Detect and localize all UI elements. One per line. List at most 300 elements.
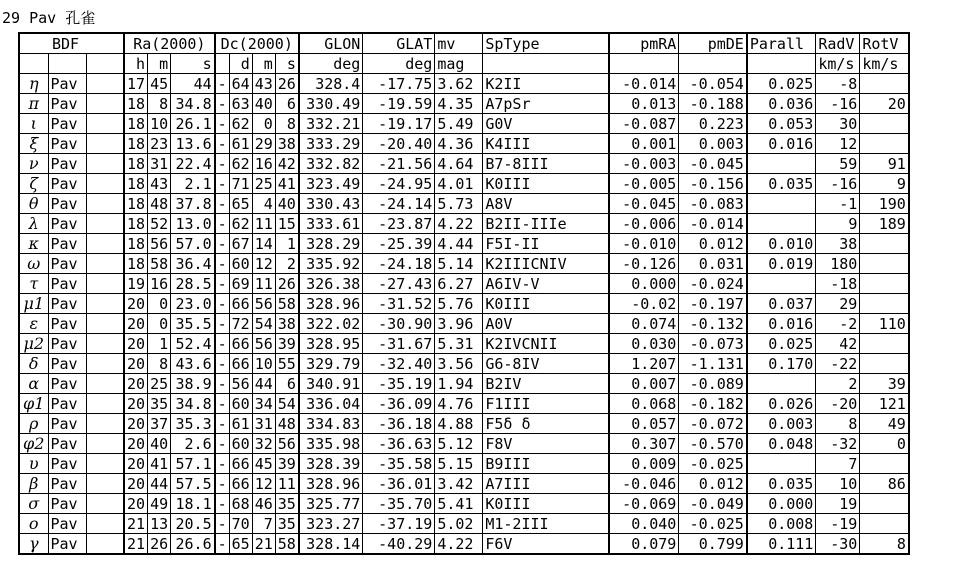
sptype-cell: K4III [483, 134, 609, 154]
pmde-cell: 0.223 [679, 114, 747, 134]
ra-hours-cell: 20 [124, 334, 148, 354]
pmde-cell: -0.049 [679, 494, 747, 514]
mv-cell: 5.41 [435, 494, 483, 514]
ra-minutes-cell: 31 [148, 154, 171, 174]
dec-seconds-cell: 15 [275, 214, 299, 234]
dec-minutes-cell: 54 [252, 314, 275, 334]
dec-seconds-cell: 54 [275, 394, 299, 414]
ra-seconds-cell: 20.5 [171, 514, 215, 534]
table-row [19, 514, 909, 534]
table-row [19, 374, 909, 394]
ra-hours-cell: 20 [124, 454, 148, 474]
sptype-cell: F1III [483, 394, 609, 414]
unit-dec-m: m [252, 54, 275, 74]
glat-cell: -30.90 [363, 314, 435, 334]
glon-cell: 328.95 [299, 334, 363, 354]
mv-cell: 4.01 [435, 174, 483, 194]
rotv-cell [860, 514, 909, 534]
pmra-cell: 0.068 [609, 394, 679, 414]
ra-hours-cell: 19 [124, 274, 148, 294]
constellation-cell: Pav [48, 174, 86, 194]
ra-minutes-cell: 41 [148, 454, 171, 474]
mv-cell: 3.96 [435, 314, 483, 334]
dec-minutes-cell: 11 [252, 214, 275, 234]
empty-cell [86, 514, 124, 534]
pmde-cell: -0.024 [679, 274, 747, 294]
mv-cell: 3.62 [435, 74, 483, 94]
rotv-cell: 9 [860, 174, 909, 194]
pmra-cell: -0.069 [609, 494, 679, 514]
rotv-cell: 8 [860, 534, 909, 555]
glon-cell: 328.39 [299, 454, 363, 474]
ra-seconds-cell: 36.4 [171, 254, 215, 274]
mv-header: mv [435, 33, 483, 54]
ra-minutes-cell: 8 [148, 354, 171, 374]
parallax-cell [747, 154, 816, 174]
parallax-cell: 0.016 [747, 314, 816, 334]
rotv-cell: 190 [860, 194, 909, 214]
rotv-cell [860, 134, 909, 154]
parallax-cell: 0.016 [747, 134, 816, 154]
ra-minutes-cell: 10 [148, 114, 171, 134]
constellation-cell: Pav [48, 434, 86, 454]
sptype-cell: K2IVCNII [483, 334, 609, 354]
glon-cell: 322.02 [299, 314, 363, 334]
constellation-cell: Pav [48, 494, 86, 514]
dec-sign-cell: - [215, 314, 230, 334]
radv-cell: -18 [816, 274, 860, 294]
radv-cell: -30 [816, 534, 860, 555]
pmra-cell: -0.087 [609, 114, 679, 134]
constellation-cell: Pav [48, 394, 86, 414]
table-row [19, 74, 909, 94]
dec-seconds-cell: 56 [275, 434, 299, 454]
bdf-header: BDF [19, 33, 124, 54]
radv-cell: -8 [816, 74, 860, 94]
pmra-cell: 0.009 [609, 454, 679, 474]
pmde-cell: 0.031 [679, 254, 747, 274]
dec-minutes-cell: 0 [252, 114, 275, 134]
dec-sign-cell: - [215, 394, 230, 414]
mv-cell: 4.36 [435, 134, 483, 154]
constellation-cell: Pav [48, 454, 86, 474]
dec-degrees-cell: 71 [229, 174, 252, 194]
constellation-cell: Pav [48, 274, 86, 294]
dec-sign-cell: - [215, 294, 230, 314]
radv-cell: -22 [816, 354, 860, 374]
ra-hours-cell: 20 [124, 474, 148, 494]
pmra-cell: 0.074 [609, 314, 679, 334]
dec-sign-cell: - [215, 454, 230, 474]
radv-cell: 12 [816, 134, 860, 154]
pmra-cell: -0.003 [609, 154, 679, 174]
pmde-cell: -0.570 [679, 434, 747, 454]
dec-degrees-cell: 56 [229, 374, 252, 394]
sptype-cell: G0V [483, 114, 609, 134]
ra-seconds-cell: 23.0 [171, 294, 215, 314]
dec-minutes-cell: 14 [252, 234, 275, 254]
ra-seconds-cell: 34.8 [171, 94, 215, 114]
mv-cell: 4.88 [435, 414, 483, 434]
constellation-cell: Pav [48, 534, 86, 555]
pmra-cell: -0.014 [609, 74, 679, 94]
unit-cell-empty [86, 54, 124, 74]
mv-cell: 1.94 [435, 374, 483, 394]
rotv-cell [860, 454, 909, 474]
empty-cell [86, 474, 124, 494]
mv-cell: 5.49 [435, 114, 483, 134]
pmde-header: pmDE [679, 33, 747, 54]
ra-minutes-cell: 43 [148, 174, 171, 194]
dec-degrees-cell: 66 [229, 334, 252, 354]
glat-cell: -37.19 [363, 514, 435, 534]
sptype-cell: A7pSr [483, 94, 609, 114]
constellation-cell: Pav [48, 474, 86, 494]
radv-cell: 9 [816, 214, 860, 234]
empty-cell [86, 454, 124, 474]
rotv-cell [860, 354, 909, 374]
unit-radv: km/s [816, 54, 860, 74]
ra-seconds-cell: 57.0 [171, 234, 215, 254]
unit-cell-empty [483, 54, 609, 74]
glat-cell: -25.39 [363, 234, 435, 254]
ra-seconds-cell: 34.8 [171, 394, 215, 414]
dec-seconds-cell: 35 [275, 514, 299, 534]
ra-hours-cell: 20 [124, 354, 148, 374]
dec-seconds-cell: 39 [275, 454, 299, 474]
mv-cell: 5.12 [435, 434, 483, 454]
pmra-cell: 0.057 [609, 414, 679, 434]
pmra-cell: 0.001 [609, 134, 679, 154]
dec-header: Dc(2000) [215, 33, 299, 54]
mv-cell: 3.56 [435, 354, 483, 374]
ra-hours-cell: 18 [124, 114, 148, 134]
ra-seconds-cell: 35.5 [171, 314, 215, 334]
sptype-cell: F5I-II [483, 234, 609, 254]
rotv-cell [860, 274, 909, 294]
dec-degrees-cell: 69 [229, 274, 252, 294]
radv-cell: 30 [816, 114, 860, 134]
empty-cell [86, 274, 124, 294]
glon-cell: 330.43 [299, 194, 363, 214]
ra-hours-cell: 18 [124, 254, 148, 274]
dec-seconds-cell: 1 [275, 234, 299, 254]
constellation-cell: Pav [48, 514, 86, 534]
glon-cell: 328.96 [299, 474, 363, 494]
mv-cell: 4.64 [435, 154, 483, 174]
empty-cell [86, 434, 124, 454]
unit-cell-empty [679, 54, 747, 74]
glon-cell: 328.96 [299, 294, 363, 314]
constellation-cell: Pav [48, 214, 86, 234]
empty-cell [86, 394, 124, 414]
ra-seconds-cell: 13.0 [171, 214, 215, 234]
table-row [19, 154, 909, 174]
glat-cell: -24.95 [363, 174, 435, 194]
unit-ra-h: h [124, 54, 148, 74]
pmde-cell: -0.132 [679, 314, 747, 334]
sptype-cell: A8V [483, 194, 609, 214]
ra-hours-cell: 20 [124, 314, 148, 334]
rotv-cell [860, 294, 909, 314]
dec-sign-cell: - [215, 474, 230, 494]
parallax-cell: 0.019 [747, 254, 816, 274]
dec-degrees-cell: 62 [229, 154, 252, 174]
glon-cell: 325.77 [299, 494, 363, 514]
glat-cell: -27.43 [363, 274, 435, 294]
dec-seconds-cell: 6 [275, 374, 299, 394]
mv-cell: 4.76 [435, 394, 483, 414]
greek-letter-cell: α [19, 374, 48, 394]
pmde-cell: -0.025 [679, 514, 747, 534]
unit-cell-empty [215, 54, 230, 74]
greek-letter-cell: σ [19, 494, 48, 514]
ra-minutes-cell: 0 [148, 294, 171, 314]
ra-seconds-cell: 52.4 [171, 334, 215, 354]
pmra-cell: 0.040 [609, 514, 679, 534]
constellation-cell: Pav [48, 294, 86, 314]
dec-degrees-cell: 66 [229, 454, 252, 474]
ra-hours-cell: 20 [124, 414, 148, 434]
greek-letter-cell: μ1 [19, 294, 48, 314]
sptype-cell: F5δ δ [483, 414, 609, 434]
ra-minutes-cell: 16 [148, 274, 171, 294]
dec-seconds-cell: 8 [275, 114, 299, 134]
glat-cell: -24.18 [363, 254, 435, 274]
radv-cell: 10 [816, 474, 860, 494]
constellation-cell: Pav [48, 354, 86, 374]
glat-cell: -32.40 [363, 354, 435, 374]
ra-minutes-cell: 35 [148, 394, 171, 414]
glon-cell: 326.38 [299, 274, 363, 294]
unit-dec-s: s [275, 54, 299, 74]
pmra-cell: 0.307 [609, 434, 679, 454]
pmde-cell: -0.025 [679, 454, 747, 474]
ra-hours-cell: 18 [124, 214, 148, 234]
dec-sign-cell: - [215, 194, 230, 214]
pmde-cell: 0.003 [679, 134, 747, 154]
ra-seconds-cell: 43.6 [171, 354, 215, 374]
dec-degrees-cell: 61 [229, 134, 252, 154]
sptype-cell: B2IV [483, 374, 609, 394]
glat-cell: -19.59 [363, 94, 435, 114]
table-row [19, 314, 909, 334]
parallax-cell [747, 374, 816, 394]
ra-minutes-cell: 58 [148, 254, 171, 274]
pmra-cell: -0.010 [609, 234, 679, 254]
rotv-cell: 39 [860, 374, 909, 394]
mv-cell: 5.76 [435, 294, 483, 314]
pmde-cell: -0.188 [679, 94, 747, 114]
empty-cell [86, 294, 124, 314]
ra-minutes-cell: 49 [148, 494, 171, 514]
glat-cell: -35.19 [363, 374, 435, 394]
dec-minutes-cell: 12 [252, 474, 275, 494]
constellation-cell: Pav [48, 374, 86, 394]
pmde-cell: -0.083 [679, 194, 747, 214]
dec-sign-cell: - [215, 514, 230, 534]
unit-rotv: km/s [860, 54, 909, 74]
pmde-cell: 0.012 [679, 474, 747, 494]
glat-cell: -35.70 [363, 494, 435, 514]
sptype-cell: K0III [483, 174, 609, 194]
ra-minutes-cell: 48 [148, 194, 171, 214]
dec-minutes-cell: 25 [252, 174, 275, 194]
page-title: 29 Pav 孔雀 [2, 9, 96, 27]
dec-degrees-cell: 68 [229, 494, 252, 514]
empty-cell [86, 74, 124, 94]
glon-cell: 329.79 [299, 354, 363, 374]
ra-minutes-cell: 52 [148, 214, 171, 234]
sptype-cell: A7III [483, 474, 609, 494]
dec-minutes-cell: 44 [252, 374, 275, 394]
ra-minutes-cell: 44 [148, 474, 171, 494]
ra-hours-cell: 18 [124, 174, 148, 194]
pmra-cell: 1.207 [609, 354, 679, 374]
unit-glon: deg [299, 54, 363, 74]
parallax-cell: 0.036 [747, 94, 816, 114]
rotv-cell: 0 [860, 434, 909, 454]
greek-letter-cell: λ [19, 214, 48, 234]
ra-minutes-cell: 1 [148, 334, 171, 354]
ra-hours-cell: 21 [124, 534, 148, 555]
ra-hours-cell: 17 [124, 74, 148, 94]
dec-seconds-cell: 6 [275, 94, 299, 114]
glat-cell: -19.17 [363, 114, 435, 134]
greek-letter-cell: γ [19, 534, 48, 555]
ra-seconds-cell: 26.1 [171, 114, 215, 134]
constellation-cell: Pav [48, 314, 86, 334]
radv-cell: 38 [816, 234, 860, 254]
constellation-cell: Pav [48, 94, 86, 114]
ra-minutes-cell: 37 [148, 414, 171, 434]
dec-seconds-cell: 39 [275, 334, 299, 354]
dec-degrees-cell: 60 [229, 434, 252, 454]
ra-seconds-cell: 2.1 [171, 174, 215, 194]
rotv-cell [860, 74, 909, 94]
dec-seconds-cell: 42 [275, 154, 299, 174]
glon-cell: 333.61 [299, 214, 363, 234]
dec-sign-cell: - [215, 434, 230, 454]
table-row [19, 474, 909, 494]
dec-seconds-cell: 58 [275, 534, 299, 555]
ra-minutes-cell: 23 [148, 134, 171, 154]
parallax-cell: 0.026 [747, 394, 816, 414]
sptype-cell: K2IIICNIV [483, 254, 609, 274]
dec-seconds-cell: 26 [275, 274, 299, 294]
ra-hours-cell: 18 [124, 134, 148, 154]
ra-hours-cell: 20 [124, 434, 148, 454]
ra-header: Ra(2000) [124, 33, 215, 54]
dec-sign-cell: - [215, 214, 230, 234]
dec-degrees-cell: 72 [229, 314, 252, 334]
ra-hours-cell: 20 [124, 494, 148, 514]
glon-cell: 328.4 [299, 74, 363, 94]
pmra-cell: -0.02 [609, 294, 679, 314]
glon-cell: 340.91 [299, 374, 363, 394]
radv-cell: 19 [816, 494, 860, 514]
sptype-cell: K0III [483, 494, 609, 514]
unit-cell-empty [48, 54, 86, 74]
mv-cell: 5.31 [435, 334, 483, 354]
unit-mv: mag [435, 54, 483, 74]
glat-cell: -24.14 [363, 194, 435, 214]
empty-cell [86, 194, 124, 214]
dec-minutes-cell: 12 [252, 254, 275, 274]
glat-cell: -36.09 [363, 394, 435, 414]
parallax-cell [747, 214, 816, 234]
radv-cell: -2 [816, 314, 860, 334]
greek-letter-cell: ν [19, 154, 48, 174]
ra-minutes-cell: 0 [148, 314, 171, 334]
table-row [19, 454, 909, 474]
rotv-cell [860, 254, 909, 274]
empty-cell [86, 534, 124, 555]
dec-minutes-cell: 45 [252, 454, 275, 474]
empty-cell [86, 254, 124, 274]
dec-sign-cell: - [215, 114, 230, 134]
unit-glat: deg [363, 54, 435, 74]
sptype-cell: K0III [483, 294, 609, 314]
pmde-cell: -0.089 [679, 374, 747, 394]
empty-cell [86, 414, 124, 434]
rotv-cell: 121 [860, 394, 909, 414]
mv-cell: 3.42 [435, 474, 483, 494]
constellation-cell: Pav [48, 234, 86, 254]
dec-minutes-cell: 56 [252, 334, 275, 354]
ra-seconds-cell: 2.6 [171, 434, 215, 454]
dec-minutes-cell: 32 [252, 434, 275, 454]
ra-seconds-cell: 13.6 [171, 134, 215, 154]
glon-cell: 332.21 [299, 114, 363, 134]
pmra-cell: -0.046 [609, 474, 679, 494]
pmde-cell: -0.182 [679, 394, 747, 414]
constellation-cell: Pav [48, 114, 86, 134]
dec-sign-cell: - [215, 374, 230, 394]
ra-minutes-cell: 26 [148, 534, 171, 555]
glat-header: GLAT [363, 33, 435, 54]
pmde-cell: -0.197 [679, 294, 747, 314]
dec-degrees-cell: 67 [229, 234, 252, 254]
dec-sign-cell: - [215, 274, 230, 294]
dec-minutes-cell: 46 [252, 494, 275, 514]
pmde-cell: -0.156 [679, 174, 747, 194]
parallax-cell: 0.170 [747, 354, 816, 374]
glat-cell: -31.52 [363, 294, 435, 314]
radv-cell: -16 [816, 174, 860, 194]
ra-minutes-cell: 45 [148, 74, 171, 94]
radv-cell: 29 [816, 294, 860, 314]
ra-minutes-cell: 25 [148, 374, 171, 394]
parallax-cell: 0.048 [747, 434, 816, 454]
table-row [19, 114, 909, 134]
glon-cell: 334.83 [299, 414, 363, 434]
dec-sign-cell: - [215, 134, 230, 154]
table-row [19, 394, 909, 414]
sptype-cell: K2II [483, 74, 609, 94]
ra-seconds-cell: 28.5 [171, 274, 215, 294]
mv-cell: 4.44 [435, 234, 483, 254]
rotv-cell [860, 114, 909, 134]
empty-cell [86, 374, 124, 394]
greek-letter-cell: μ2 [19, 334, 48, 354]
ra-minutes-cell: 13 [148, 514, 171, 534]
table-row [19, 494, 909, 514]
dec-minutes-cell: 29 [252, 134, 275, 154]
ra-hours-cell: 20 [124, 394, 148, 414]
pmra-cell: 0.030 [609, 334, 679, 354]
dec-degrees-cell: 61 [229, 414, 252, 434]
